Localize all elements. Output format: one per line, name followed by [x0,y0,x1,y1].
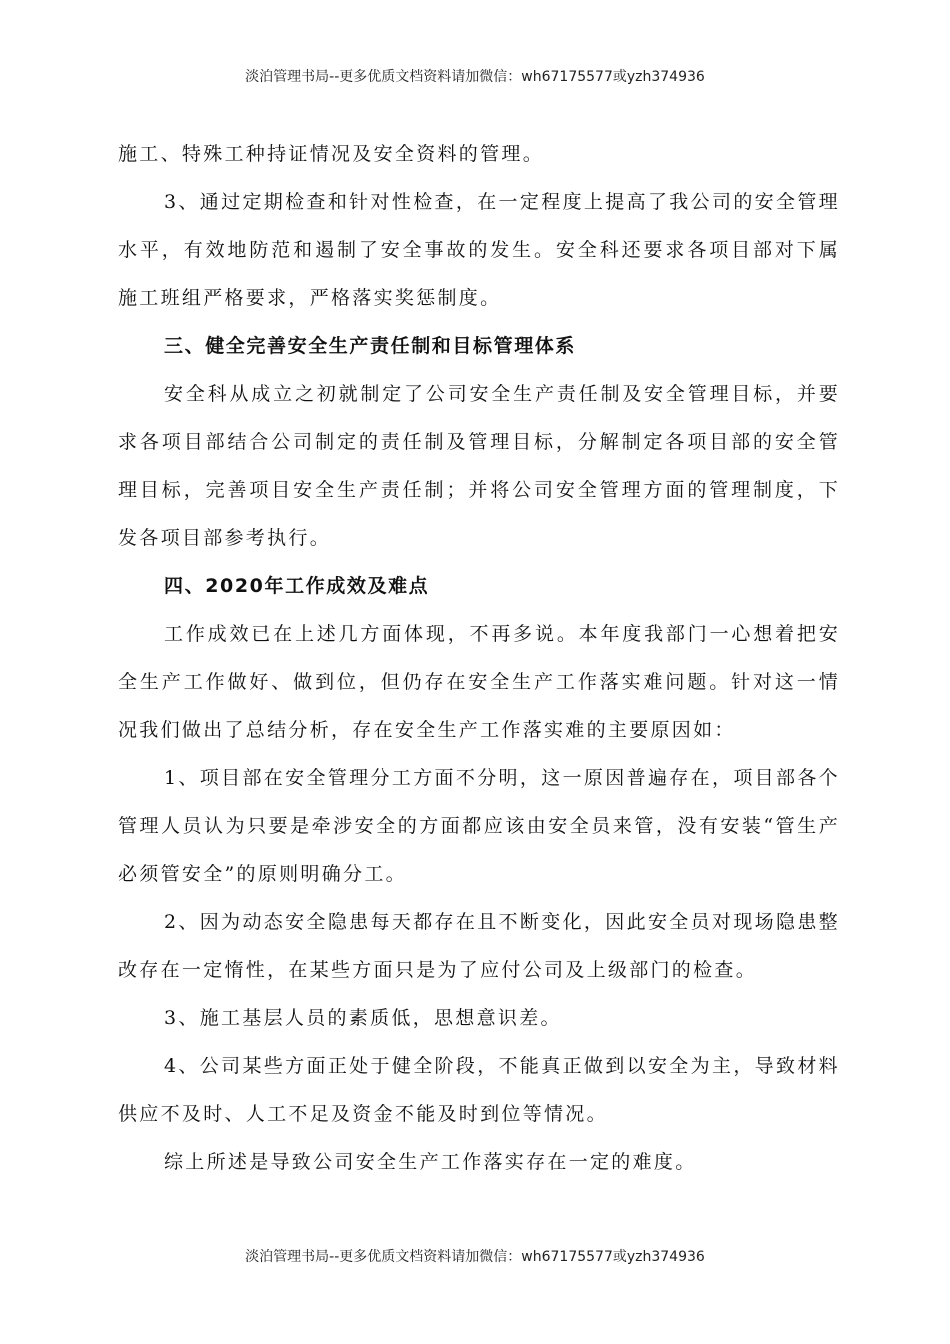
page-footer-watermark: 淡泊管理书局--更多优质文档资料请加微信：wh67175577或yzh374936 [245,1249,705,1265]
paragraph-reason-4: 4、公司某些方面正处于健全阶段，不能真正做到以安全为主，导致材料供应不及时、人工不足及资金不能及时到位等情况。 [118,1055,840,1125]
paragraph-reason-3: 3、施工基层人员的素质低，思想意识差。 [164,1007,562,1029]
paragraph-work-results: 工作成效已在上述几方面体现，不再多说。本年度我部门一心想着把安全生产工作做好、做到位，但仍存在安全生产工作落实难问题。针对这一情况我们做出了总结分析，存在安全生产工作落实难的主要原因如： [118,623,840,741]
paragraph-item-3: 3、通过定期检查和针对性检查，在一定程度上提高了我公司的安全管理水平，有效地防范和遏制了安全事故的发生。安全科还要求各项目部对下属施工班组严格要求，严格落实奖惩制度。 [118,191,840,309]
section-heading-3: 三、健全完善安全生产责任制和目标管理体系 [164,335,577,357]
page-header-watermark: 淡泊管理书局--更多优质文档资料请加微信：wh67175577或yzh374936 [245,69,705,85]
document-body [118,130,840,1186]
paragraph-summary: 综上所述是导致公司安全生产工作落实存在一定的难度。 [164,1151,697,1173]
paragraph-responsibility-system: 安全科从成立之初就制定了公司安全生产责任制及安全管理目标，并要求各项目部结合公司制定的责任制及管理目标，分解制定各项目部的安全管理目标，完善项目安全生产责任制；并将公司安全管理方面的管理制度，下发各项目部参考执行。 [118,383,840,549]
paragraph-reason-1: 1、项目部在安全管理分工方面不分明，这一原因普遍存在，项目部各个管理人员认为只要是牵涉安全的方面都应该由安全员来管，没有安装“管生产必须管安全”的原则明确分工。 [118,767,840,885]
section-heading-4: 四、2020年工作成效及难点 [164,575,430,597]
paragraph-reason-2: 2、因为动态安全隐患每天都存在且不断变化，因此安全员对现场隐患整改存在一定惰性，在某些方面只是为了应付公司及上级部门的检查。 [118,911,840,981]
paragraph-continuation: 施工、特殊工种持证情况及安全资料的管理。 [118,143,545,165]
